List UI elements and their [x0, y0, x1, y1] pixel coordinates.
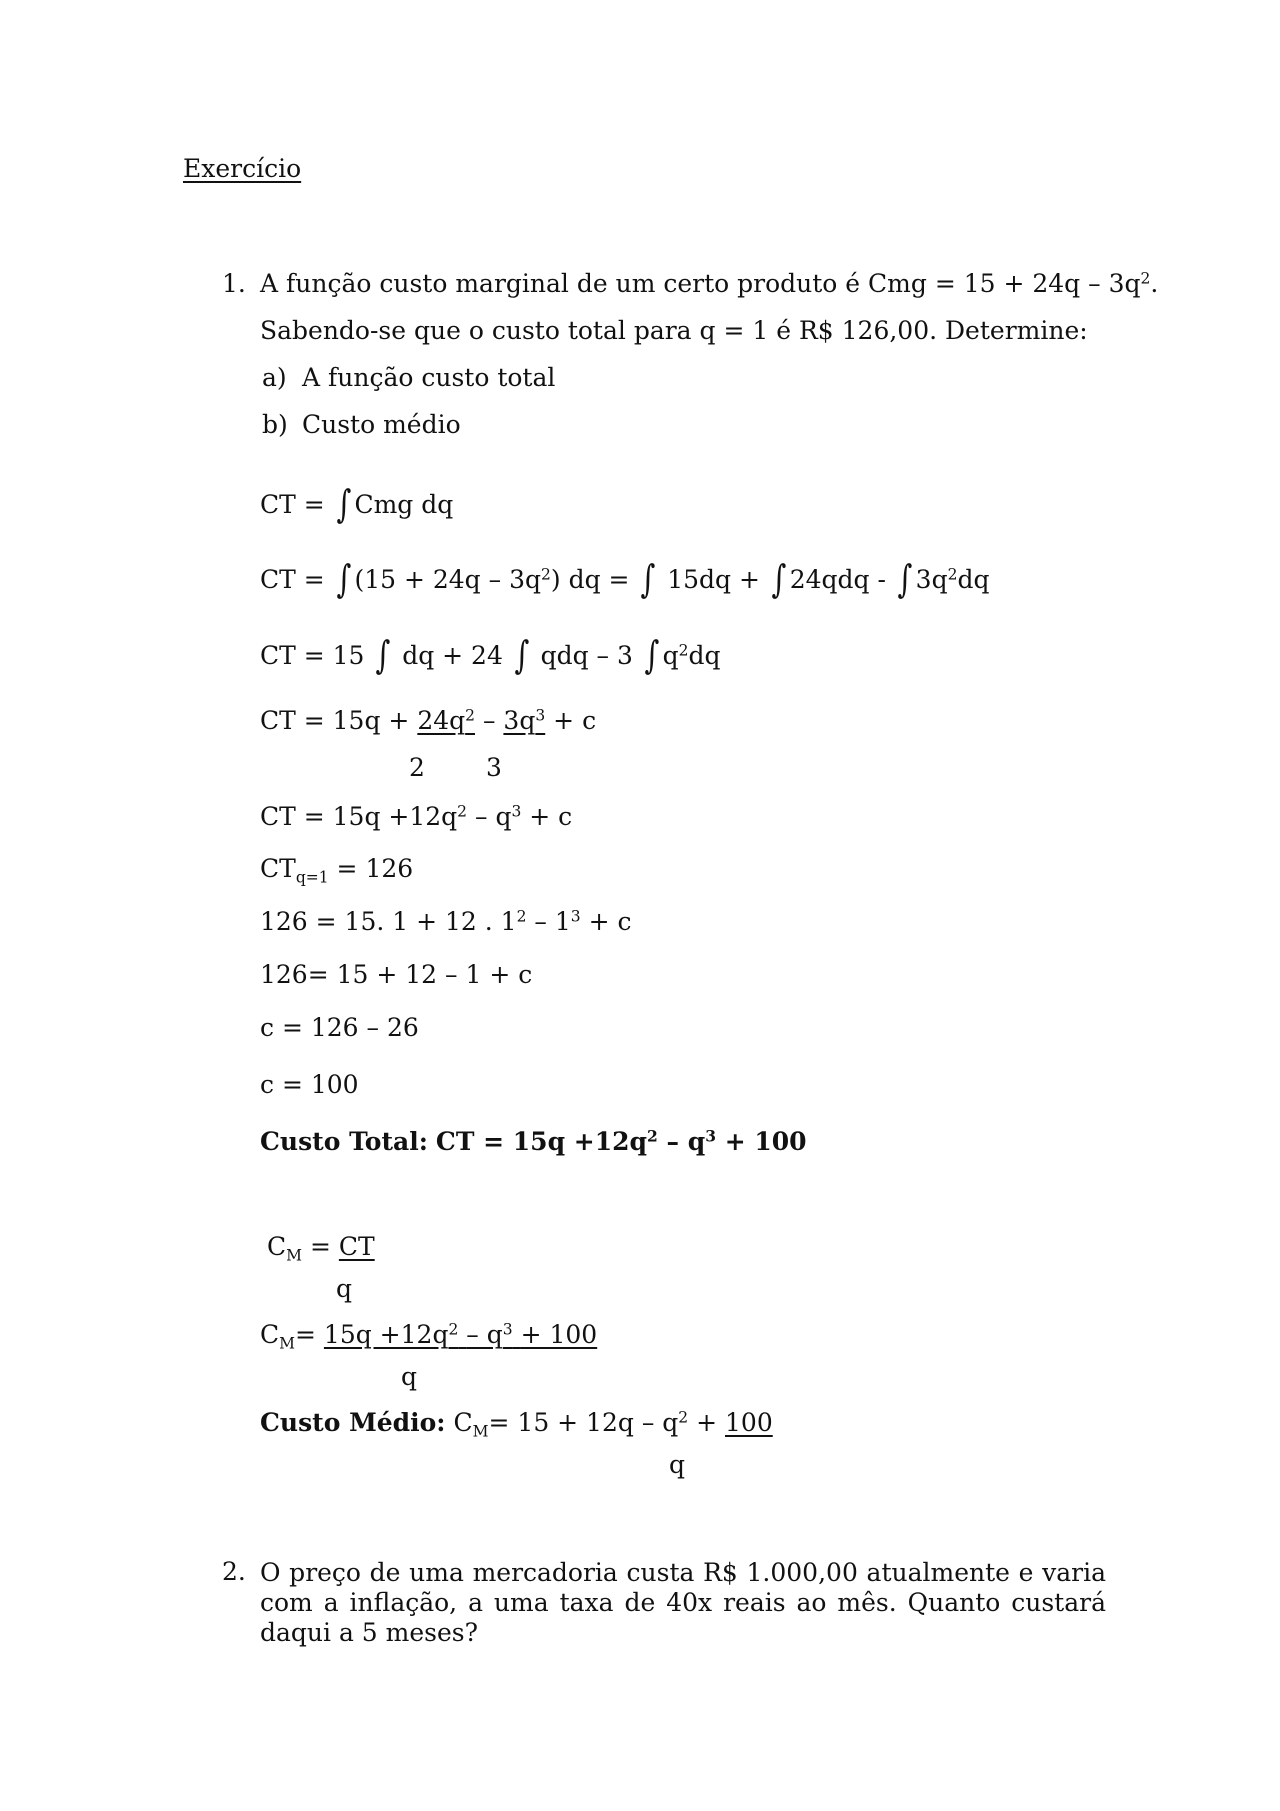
step-1-equation: CT = ∫ Cmg dq — [260, 482, 454, 526]
page-title: Exercício — [183, 154, 302, 183]
step-7-equation: 126 = 15. 1 + 12 . $1^2 - 1^3 + c$ — [260, 907, 632, 936]
step-4-equation: CT = $15q + 24q^2 - 3q^3 + c$ — [260, 706, 597, 735]
question-1-item-a: a) A função custo total — [262, 363, 556, 392]
fraction-denominator-1: 2 — [409, 753, 425, 782]
question-1-line-2: Sabendo-se que o custo total para q = 1 é R$ 126,00. Determine: — [260, 316, 1088, 345]
medio-step-1-denominator: q — [336, 1274, 353, 1303]
step-2-equation: CT = ∫ $(15 + 24q - 3q^2)$ dq = ∫ 15dq + ∫ 24qdq - ∫ $3q^2dq$ — [260, 557, 990, 601]
question-2-number: 2. — [222, 1557, 246, 1586]
fraction-denominator-2: 3 — [486, 753, 502, 782]
question-1-number: 1. — [222, 269, 246, 298]
step-3-equation: CT = 15 ∫ dq + 24 ∫ qdq – 3 ∫ $q^2dq$ — [260, 633, 721, 677]
step-9-equation: c = 126 – 26 — [260, 1013, 419, 1042]
fraction-numerator-1: $24q^2$ — [417, 706, 476, 735]
step-8-equation: 126= 15 + 12 – 1 + c — [260, 960, 533, 989]
medio-step-1: $C_M$ = CT — [267, 1232, 375, 1265]
question-2-text: O preço de uma mercadoria custa R$ 1.000,00 atualmente e varia com a inflação, a uma taxa de 40x reais ao mês. Quanto custará daqui a 5 meses? — [260, 1558, 1106, 1647]
fraction-numerator-2: $3q^3$ — [503, 706, 546, 735]
custo-medio-result: Custo Médio: $C_M= 15 + 12q - q^2 + 100$ — [260, 1408, 773, 1441]
medio-step-2-numerator: $15q +12q^2 - q^3 + 100$ — [323, 1320, 598, 1349]
custo-medio-denominator: q — [669, 1450, 686, 1479]
custo-total-result: Custo Total: CT = $15q +12q^2 - q^3 + 100$ — [260, 1126, 807, 1156]
question-1-item-b: b) Custo médio — [262, 410, 461, 439]
medio-step-2-denominator: q — [401, 1362, 418, 1391]
step-5-equation: CT = $15q +12q^2 - q^3 + c$ — [260, 802, 573, 831]
step-10-equation: c = 100 — [260, 1070, 359, 1099]
medio-step-2: $C_M= 15q +12q^2 - q^3 + 100$ — [260, 1320, 598, 1353]
step-6-equation: $CT_{q=1} = 126$ — [260, 854, 414, 887]
question-1-line-1: A função custo marginal de um certo produto é Cmg = $15 + 24q - 3q^2$. — [260, 269, 1159, 298]
